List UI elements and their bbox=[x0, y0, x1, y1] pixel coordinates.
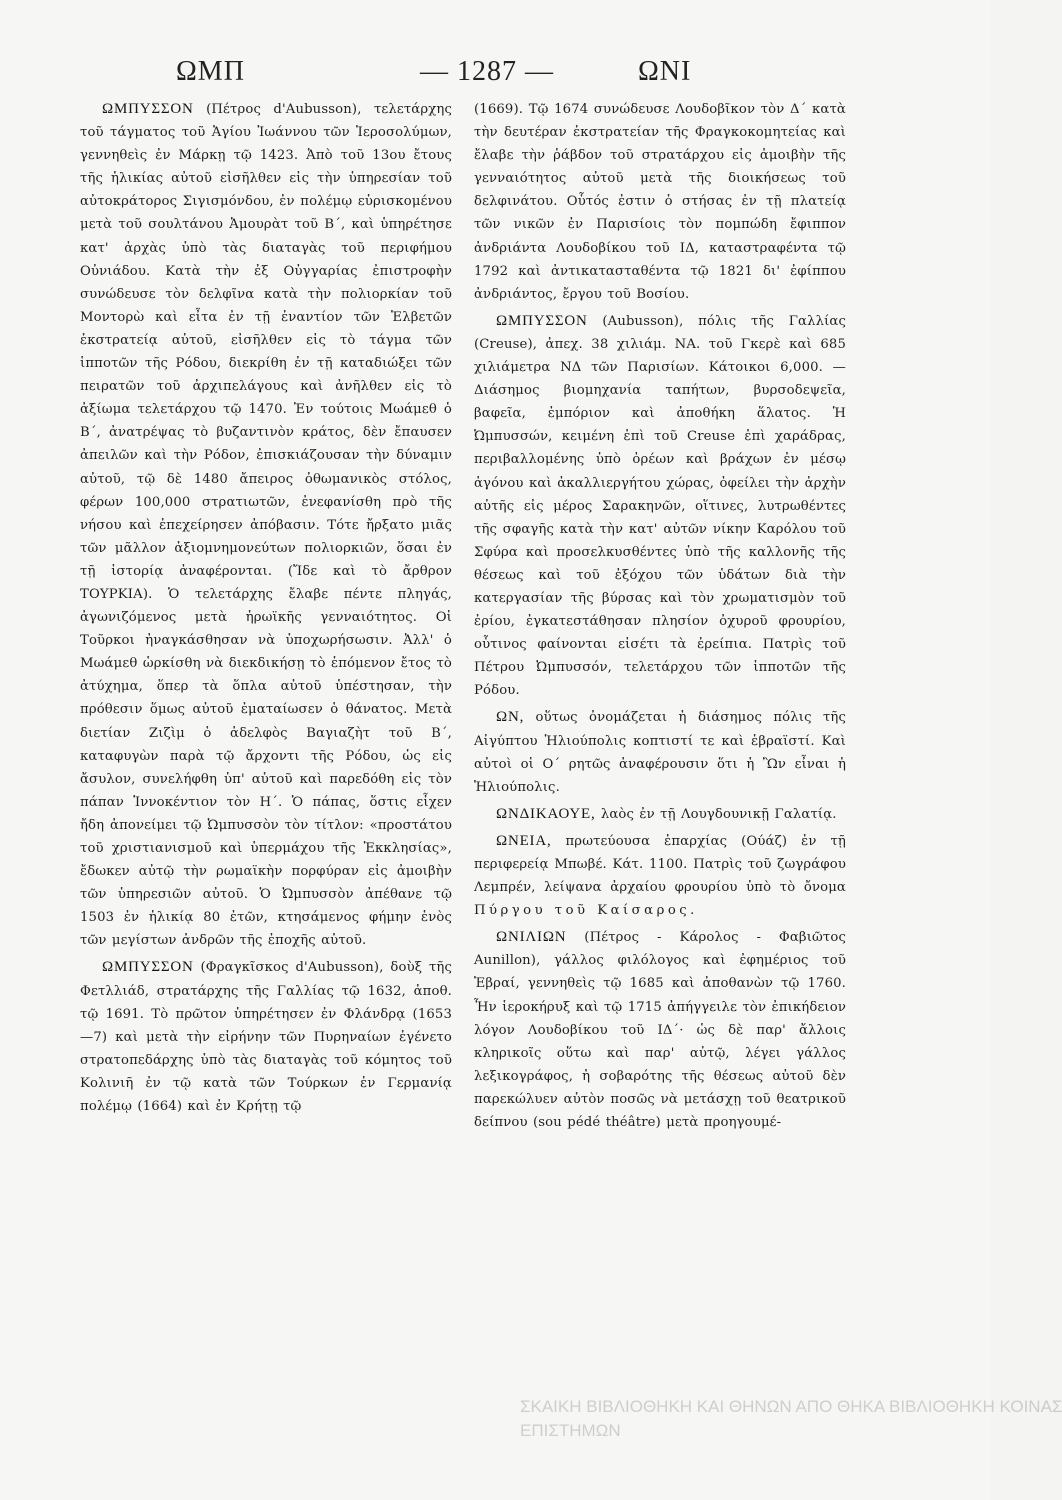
right-column bbox=[474, 98, 846, 1468]
watermark-line: ΣΚΑΙΚΗ ΒΙΒΛΙΟΘΗΚΗ ΚΑΙ ΘΗΝΩΝ ΑΠΟ ΘΗΚΑ ΒΙΒΛΙΟΘΗΚΗ ΚΟΙΝΑΣ bbox=[520, 1397, 1062, 1416]
entry-text: οὕτως ὀνομάζεται ἡ διάσημος πόλις τῆς Αἰγύπτου Ἡλιούπολις κοπτιστί τε καὶ ἑβραϊστί. Καὶ αὐτοὶ οἱ Ο΄ ρητῶς ἀναφέρουσιν ὅτι ἡ Ὢν εἶναι ἡ Ἡλιούπολις. bbox=[474, 710, 846, 795]
entry-paragraph bbox=[474, 706, 846, 798]
entry-paragraph bbox=[80, 98, 452, 952]
entry-headword: ΩΝΙΛΙΩΝ bbox=[496, 929, 567, 946]
entry-paragraph bbox=[474, 926, 846, 1134]
watermark-line: ΕΠΙΣΤΗΜΩΝ bbox=[520, 1421, 621, 1440]
entry-headword: ΩΜΠΥΣΣΟΝ bbox=[102, 101, 194, 117]
entry-text: (Aubusson), πόλις τῆς Γαλλίας (Creuse), ἀπεχ. 38 χιλιάμ. ΝΑ. τοῦ Γκερὲ καὶ 685 χιλιάμετρα ΝΔ τῶν Παρισίων. Κάτοικοι 6,000. — Διάσημος βιομηχανία ταπήτων, βυρσοδεψεῖα, βαφεῖα, ἐμπόριον καὶ ἀποθήκη ἅλατος. Ἡ Ὠμπυσσών, κειμένη ἐπὶ τοῦ Creuse ἐπὶ χαράδρας, περιβαλλομένης ὑπὸ ὀρέων καὶ βράχων ἐν μέσῳ ἀγόνου καὶ ἀκαλλιεργήτου χώρας, ὀφείλει τὴν ἀρχὴν αὐτῆς εἰς μέρος Σαρακηνῶν, οἵτινες, λυτρωθέντες τῆς σφαγῆς κατὰ τὴν κατ' αὐτῶν νίκην Καρόλου τοῦ Σφύρα καὶ προσελκυσθέντες ὑπὸ τῆς καλλονῆς τῆς θέσεως καὶ τοῦ ἐξόχου τῶν ὑδάτων διὰ τὴν κατεργασίαν τῆς βύρσας καὶ τὸν χρωματισμὸν τοῦ ἐρίου, ἐγκατεστάθησαν πλησίον ὀχυροῦ φρουρίου, οὗτινος φαίνονται εἰσέτι τὰ ἐρείπια. Πατρὶς τοῦ Πέτρου Ὠμπυσσόν, τελετάρχου τῶν ἱπποτῶν τῆς Ρόδου. bbox=[474, 313, 846, 699]
entry-headword: ΩΜΠΥΣΣΟΝ bbox=[102, 959, 194, 976]
entry-continuation bbox=[474, 98, 846, 306]
entry-text: (Πέτρος - Κάρολος - Φαβιῶτος Aunillon), γάλλος φιλόλογος καὶ ἐφημέριος τοῦ Ἐβραί, γεννηθεὶς τῷ 1685 καὶ ἀποθανὼν τῷ 1760. Ἦν ἱεροκήρυξ καὶ τῷ 1715 ἀπήγγειλε τὸν ἐπικήδειον λόγον Λουδοβίκου τοῦ ΙΔ΄· ὡς δὲ παρ' ἄλλοις κληρικοῖς οὕτω καὶ παρ' αὐτῷ, λέγει γάλλος λεξικογράφος, ἡ σοβαρότης τῆς θέσεως αὐτοῦ δὲν παρεκώλυεν αὐτὸν ποσῶς νὰ μετάσχῃ τοῦ θεατρικοῦ δείπνου (sou pédé théâtre) μετὰ προηγουμέ- bbox=[474, 930, 846, 1131]
header-left-guide-word: ΩΜΠ bbox=[176, 56, 245, 87]
entry-paragraph bbox=[80, 956, 452, 1118]
left-column bbox=[80, 98, 452, 1468]
entry-text: (Πέτρος d'Aubusson), τελετάρχης τοῦ τάγματος τοῦ Ἁγίου Ἰωάννου τῶν Ἱεροσολύμων, γεννηθεὶς ἐν Μάρκῃ τῷ 1423. Ἀπὸ τοῦ 13ου ἔτους τῆς ἡλικίας αὐτοῦ εἰσῆλθεν εἰς τὴν ὑπηρεσίαν τοῦ αὐτοκράτορος Σιγισμόνδου, ἐν πολέμῳ εὑρισκομένου μετὰ τοῦ σουλτάνου Ἀμουρὰτ τοῦ Β΄, καὶ ὑπηρέτησε κατ' ἀρχὰς ὑπὸ τὰς διαταγὰς τοῦ περιφήμου Οὐνιάδου. Κατὰ τὴν ἐξ Οὐγγαρίας ἐπιστροφὴν συνώδευσε τὸν δελφῖνα κατὰ τὴν πολιορκίαν τοῦ Μοντορὼ καὶ εἶτα ἐν τῇ ἐναντίον τῶν Ἑλβετῶν ἐκστρατείᾳ αὐτοῦ, εἰσῆλθεν εἰς τὸ τάγμα τῶν ἱπποτῶν τῆς Ρόδου, διεκρίθη ἐν τῇ καταδιώξει τῶν πειρατῶν τοῦ ἀρχιπελάγους καὶ ἀνῆλθεν εἰς τὸ ἀξίωμα τελετάρχου τῷ 1470. Ἐν τούτοις Μωάμεθ ὁ Β΄, ἀνατρέψας τὸ βυζαντινὸν κράτος, δὲν ἔπαυσεν ἀπειλῶν καὶ τὴν Ρόδον, ἐπισκιάζουσαν τὴν δύναμιν αὐτοῦ, τῷ δὲ 1480 ἄπειρος ὀθωμανικὸς στόλος, φέρων 100,000 στρατιωτῶν, ἐνεφανίσθη πρὸ τῆς νήσου καὶ ἐπεχείρησεν ἀπόβασιν. Τότε ἤρξατο μιᾶς τῶν μᾶλλον ἀξιομνημονεύτων πολιορκιῶν, ὅσαι ἐν τῇ ἱστορίᾳ ἀναφέρονται. (Ἴδε καὶ τὸ ἄρθρον ΤΟΥΡΚΙΑ). Ὁ τελετάρχης ἔλαβε πέντε πληγάς, ἀγωνιζόμενος μετὰ ἡρωϊκῆς γενναιότητος. Οἱ Τοῦρκοι ἠναγκάσθησαν νὰ ὑποχωρήσωσιν. Ἀλλ' ὁ Μωάμεθ ὡρκίσθη νὰ διεκδικήσῃ τὸ ἑπόμενον ἔτος τὸ ἀτύχημα, ὅπερ τὰ ὅπλα αὐτοῦ ὑπέστησαν, τὴν πρόθεσιν ὅμως αὐτοῦ ἐματαίωσεν ὁ θάνατος. Μετὰ διετίαν Ζιζὶμ ὁ ἀδελφὸς Βαγιαζὴτ τοῦ Β΄, καταφυγὼν παρὰ τῷ ἄρχοντι τῆς Ρόδου, ὡς εἰς ἄσυλον, συνελήφθη ὑπ' αὐτοῦ καὶ παρεδόθη εἰς τὸν πάπαν Ἰννοκέντιον τὸν Η΄. Ὁ πάπας, ὅστις εἶχεν ἤδη ἀπονείμει τῷ Ὠμπυσσὸν τὸν τίτλον: «προστάτου τοῦ χριστιανισμοῦ καὶ ὑπερμάχου τῆς Ἐκκλησίας», ἔδωκεν αὐτῷ τὴν ρωμαϊκὴν πορφύραν εἰς ἀμοιβὴν τῶν ὑπηρεσιῶν αὐτοῦ. Ὁ Ὠμπυσσὸν ἀπέθανε τῷ 1503 ἐν ἡλικίᾳ 80 ἐτῶν, κτησάμενος φήμην ἑνὸς τῶν μεγίστων ἀνδρῶν τῆς ἐποχῆς αὐτοῦ. bbox=[80, 102, 452, 949]
entry-headword: ΩΝΕΙΑ, bbox=[496, 832, 552, 849]
page-number: — 1287 — bbox=[420, 56, 554, 87]
page-header bbox=[40, 56, 951, 100]
entry-headword: ΩΝ, bbox=[496, 709, 525, 726]
entry-text: λαὸς ἐν τῇ Λουγδουνικῇ Γαλατίᾳ. bbox=[595, 806, 837, 822]
header-right-guide-word: ΩΝΙ bbox=[638, 56, 692, 87]
spaced-text: Πύργου τοῦ Καίσαρος. bbox=[474, 903, 698, 919]
entry-paragraph bbox=[474, 803, 846, 826]
entry-headword: ΩΝΔΙΚΑΟΥΕ, bbox=[496, 805, 596, 822]
entry-text: πρωτεύουσα ἐπαρχίας (Ούάζ) ἐν τῇ περιφερείᾳ Μπωβέ. Κάτ. 1100. Πατρὶς τοῦ ζωγράφου Λεμπρέν, λείψανα ἀρχαίου φρουρίου ὑπὸ τὸ ὄνομα bbox=[474, 833, 846, 896]
entry-paragraph bbox=[474, 830, 846, 922]
entry-text: (Φραγκῖσκος d'Aubusson), δοὺξ τῆς Φετλλιάδ, στρατάρχης τῆς Γαλλίας τῷ 1632, ἀποθ. τῷ 1691. Τὸ πρῶτον ὑπηρέτησεν ἐν Φλάνδρᾳ (1653—7) καὶ μετὰ τὴν εἰρήνην τῶν Πυρηναίων ἐγένετο στρατοπεδάρχης ὑπὸ τὰς διαταγὰς τοῦ κόμητος τοῦ Κολινιῆ ἐν τῷ κατὰ τῶν Τούρκων ἐν Γερμανίᾳ πολέμῳ (1664) καὶ ἐν Κρήτῃ τῷ bbox=[80, 960, 452, 1115]
entry-headword: ΩΜΠΥΣΣΟΝ bbox=[496, 312, 588, 329]
entry-paragraph bbox=[474, 310, 846, 703]
entry-text: (1669). Τῷ 1674 συνώδευσε Λουδοβῖκον τὸν Δ΄ κατὰ τὴν δευτέραν ἐκστρατείαν τῆς Φραγκοκομητείας καὶ ἔλαβε τὴν ῥάβδον τοῦ στρατάρχου εἰς ἀμοιβὴν τῆς γενναιότητος αὐτοῦ μετὰ τῆς διοικήσεως τοῦ δελφινάτου. Οὗτός ἐστιν ὁ στήσας ἐν τῇ πλατείᾳ τῶν νικῶν ἐν Παρισίοις τὸν πομπώδη ἔφιππον ἀνδριάντα Λουδοβίκου τοῦ ΙΔ, καταστραφέντα τῷ 1792 καὶ ἀντικατασταθέντα τῷ 1821 δι' ἐφίππου ἀνδριάντος, ἔργου τοῦ Βοσίου. bbox=[474, 102, 846, 302]
